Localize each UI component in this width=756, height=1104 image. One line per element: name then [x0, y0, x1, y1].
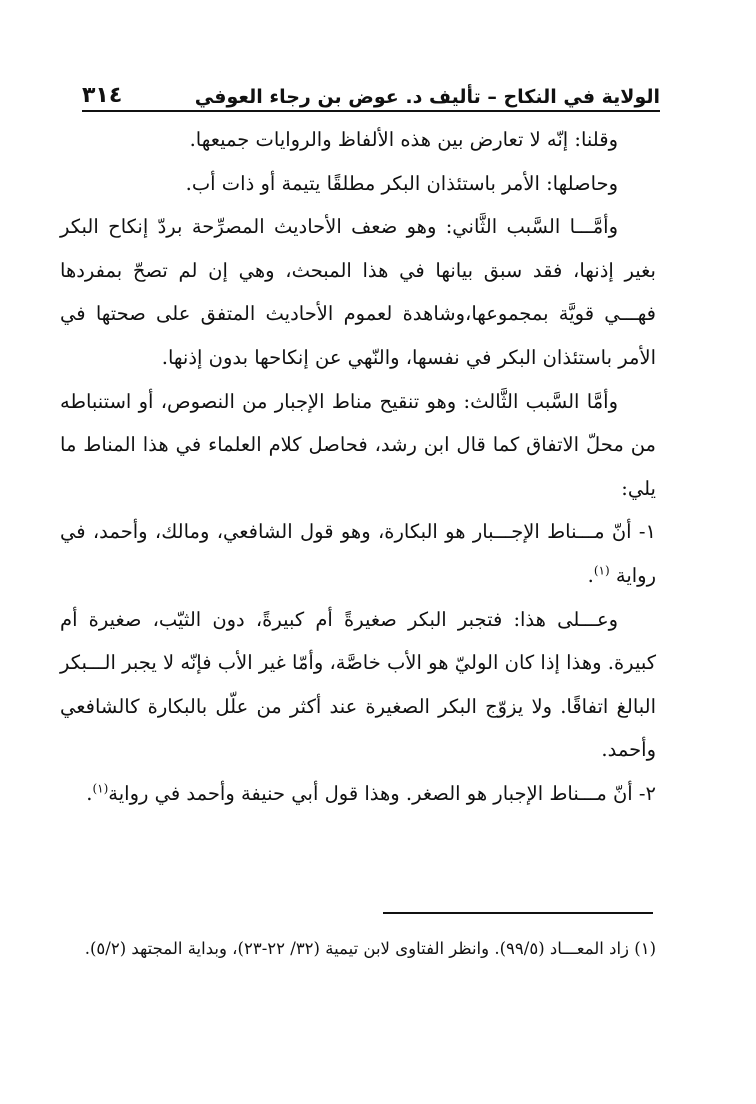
footnote: (١) زاد المعـــاد (٩٩/٥). وانظر الفتاوى لابن تيمية (٣٢/ ٢٢-٢٣)، وبداية المجتهد (٥/٢). [84, 939, 656, 958]
paragraph [60, 772, 656, 816]
paragraph: وعـــلى هذا: فتجبر البكر صغيرةً أم كبيرةً، دون الثيّب، صغيرة أم كبيرة. وهذا إذا كان الوليّ هو الأب خاصَّة، وأمّا غير الأب فإنّه لا يجبر الـــبكر البالغ اتفاقًا. ولا يزوّج البكر الصغيرة عند أكثر من علّل بالبكارة كالشافعي وأحمد. [60, 607, 656, 762]
page-number: ٣١٤ [82, 83, 123, 108]
paragraph [60, 510, 656, 597]
paragraph: وقلنا: إنّه لا تعارض بين هذه الألفاظ والروايات جميعها. [189, 128, 618, 151]
footnote-reference: (١) [593, 563, 610, 578]
paragraph: وأمَّا السَّبب الثَّالث: وهو تنقيح مناط الإجبار من النصوص، أو استنباطه من محلّ الاتفاق كما قال ابن رشد، فحاصل كلام العلماء في هذا المناط ما يلي: [60, 389, 656, 500]
running-title: الولاية في النكاح – تأليف د. عوض بن رجاء العوفي [194, 86, 660, 108]
paragraph: وأمَّـــا السَّبب الثَّاني: وهو ضعف الأحاديث المصرِّحة بردّ إنكاح البكر بغير إذنها، فقد سبق بيانها في هذا المبحث، وهي إن لم تصحّ بمفردها فهـــي قويَّة بمجموعها،وشاهدة لعموم الأحاديث المتفق على صحتها في الأمر باستئذان البكر في نفسها، والنّهي عن إنكاحها بدون إذنها. [60, 215, 656, 369]
running-header [82, 72, 660, 108]
paragraph: وحاصلها: الأمر باستئذان البكر مطلقًا يتيمة أو ذات أب. [185, 171, 618, 195]
header-rule [82, 110, 660, 112]
paragraph-text: ١- أنّ مـــناط الإجـــبار هو البكارة، وهو قول الشافعي، ومالك، وأحمد، في رواية [60, 520, 656, 587]
footnotes [60, 932, 656, 966]
footnote-separator [383, 912, 653, 914]
paragraph-end: . [86, 781, 93, 805]
body-text [60, 118, 656, 816]
paragraph-end: . [587, 563, 594, 587]
paragraph-text: ٢- أنّ مـــناط الإجبار هو الصغر. وهذا قول أبي حنيفة وأحمد في رواية [108, 781, 656, 805]
footnote-reference: (١) [92, 781, 109, 796]
